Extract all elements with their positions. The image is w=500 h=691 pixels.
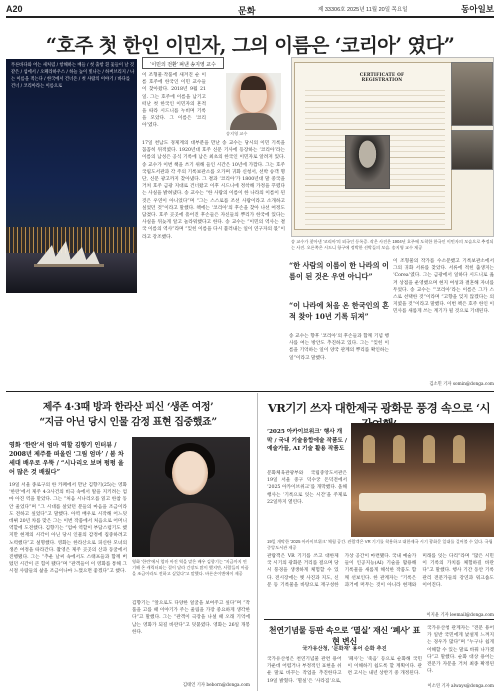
reporter-email: 김소민 기자 somin@donga.com <box>429 382 494 387</box>
actor-face <box>172 451 208 495</box>
page-number: A20 <box>6 4 23 14</box>
sydney-photo <box>6 59 137 293</box>
issue-info: 제 33306호 2025년 11월 20일 목요일 <box>318 7 408 13</box>
article2-body-col1: 19일 서울 종로구의 한 카페에서 만난 김향기(25)는 영화 ‘한란’에서 제주 4·3사건의 비극 속에서 딸을 지키려는 엄마 아진 역을 맡았다. 그는 “처음 시나리오를 읽고 한참 동안 울었다”며 “그 시대를 살았던 분들의 마음을 조금이라도 전하고 싶었다”고 말했다. 아역 배우로 시작해 어느덧 데뷔 20년 차를 맞은 그는 이번 작품에서 처음으로 어머니 역할에 도전했다. 김향기는 “엄마 역할이 부담스럽기도 했지만 현재의 시각이 아닌 당시 인물의 감정에 집중하려고 노력했다”고 설명했다. 영화는 한라산으로 피신한 모녀의 생존 여정을 따라간다. 촬영은 제주 곳곳의 산과 동굴에서 진행됐다. 그는 “추운 날씨 속에서도 스태프들과 함께 버텼던 시간이 큰 힘이 됐다”며 “관객들이 이 영화를 통해 그 시절 사람들의 삶을 조금이나마 느꼈으면 좋겠다”고 했다. <box>9 483 127 575</box>
hall-window <box>453 435 465 463</box>
article-subhead: ‘이민의 전환’ 펴낸 송지영 교수 <box>142 57 224 69</box>
article3-byline: 이지윤 기자 leemail@donga.com <box>426 613 494 618</box>
archive-week-photo <box>351 423 494 537</box>
actor-body <box>150 503 234 557</box>
section-title: 문화 <box>238 6 256 16</box>
article2-subhead: 영화 ‘한란’서 엄마 역할 김향기 인터뷰 / 2008년 제주를 떠올린 ‘그림 엄마’ / 봄 차세대 배우로 우뚝 / “시나리오 보며 펑펑 울어 많은 것 배웠다” <box>9 442 124 476</box>
document-portrait <box>345 135 390 189</box>
news-headline: 천연기념물 등판 속으로 ‘멸실’ 재신 ‘폐사’ 표현 변신 <box>268 625 421 646</box>
article3-headline: VR기기 쓰자 대한제국 광화문 풍경 속으로 ‘시 <box>267 401 491 415</box>
news-subhead: 국가유산청, ‘문화재’ 용어 순화 추진 <box>302 646 387 652</box>
article2-headline-line1: 제주 4·3때 방과 한라산 피신 ‘생존 여정’ <box>42 402 214 413</box>
article1-body-col3: 이 조형물의 작가를 수소문했고 기록보관소에서 그의 귀화 서류를 찾았다. 서류에 적힌 출생지는 ‘Corea’였다. 그는 금광에서 일하다 시드니로 옮겨 상점을 운영했으며 현지 여성과 결혼해 자녀를 두었다. 송 교수는 “‘코리아’라는 이름은 그가 스스로 선택한 것”이라며 “고향을 잊지 않겠다는 의지였을 것”이라고 말했다. 이번 책은 호주 한인 이민사를 새롭게 쓰는 계기가 될 것으로 기대된다. <box>393 259 494 315</box>
professor-portrait <box>226 73 281 130</box>
news-body: 국가유산청은 천연기념물 관련 용어 가운데 어렵거나 부정적인 표현을 쉬운 말로 바꾸는 작업을 추진한다고 19일 밝혔다. ‘멸실’은 ‘사라짐’으로, ‘폐사’는 ‘죽음’ 등으로 순화해 국민이 이해하기 쉽도록 할 계획이다. 관련 고시는 내년 상반기 중 개정된다. <box>267 657 422 684</box>
pull-quote-2: “이 나라에 처음 온 한국인의 흔적 찾아 10년 기록 뒤져” <box>289 301 389 321</box>
document-paper <box>294 62 452 230</box>
article3-body-col1: 문화체육관광부와 국립중앙도서관은 19일 서울 중구 덕수궁 돈덕전에서 ‘2025 아카이브위크’를 개막했다. 올해 행사는 ‘기록으로 잇는 시간’을 주제로 22일까지 열린다. <box>267 471 347 505</box>
article2-body-col2: 김향기는 “앞으로도 다양한 얼굴을 보여주고 싶다”며 “작품을 고를 때 이야기가 주는 울림을 가장 중요하게 생각한다”고 말했다. 그는 “관객이 극장을 나설 때 오래 기억에 남는 영화가 되길 바란다”고 덧붙였다. 영화는 26일 개봉한다. <box>132 601 250 635</box>
actor-photo <box>132 437 250 557</box>
article3-subhead: ‘2025 아카이브위크’ 행사 개막 / 국내 기술융합에술 작품도 / 예술가들, AI 기술 활용 작품도 <box>267 429 347 452</box>
newspaper-name: 동아일보 <box>461 4 494 14</box>
registration-document-photo <box>291 57 494 237</box>
article2-byline: 김태언 기자 beborn@donga.com <box>182 683 250 688</box>
article2-headline-line2: “지금 아닌 당시 인물 감정 표현 집중했죠” <box>39 416 217 428</box>
photo-poem: 푸른바다와 어는 새처럼 / 항해하는 배들 / 첫 출항 흰 돛들이 날 것 같은 / 섬에서 / 오페라하우스 / 하늘 높이 빛나는 / 하버브리지 / 나는 이름을 적는다 / 한국에서 건너온 / 첫 사람의 이야기 / 바다를 건너 / 코리아라는 이름으로 <box>11 63 135 90</box>
side-article-byline: 이소연 기자 always@donga.com <box>427 684 494 689</box>
top-rule <box>6 16 494 18</box>
article3-body-col2: 관람객은 VR 기기를 쓰고 대한제국 시기의 광화문 거리를 걸으며 당시 풍경을 생생하게 체험할 수 있다. 전시장에는 옛 사진과 지도, 신문 등 기록물을 바탕으로 재구성한 가상 공간이 마련됐다. 국내 예술가들이 인공지능(AI) 기술을 활용해 기록물을 새롭게 해석한 작품도 함께 선보인다. 한 관계자는 “기록은 과거에 머무는 것이 아니라 현재와 미래를 잇는 다리”라며 “많은 시민이 기록의 가치를 체험하길 바란다”고 말했다. 행사 기간 동안 기록 관리 전문가들의 강연과 워크숍도 이어진다. <box>267 554 494 588</box>
archival-photo-2 <box>451 130 493 170</box>
hall-window <box>363 435 375 463</box>
main-headline: “호주 첫 한인 이민자, 그의 이름은 ‘코리아’ 였다” <box>45 34 455 57</box>
actor-photo-caption: 영화 ‘한란’에서 엄마 아진 역을 맡은 배우 김향기는 “지금까지 연기해 온 캐릭터와는 결이 달라 긴장도 많이 했지만, 사람들의 아픔을 조금이라도 전하고 싶었다”고 말했다. 바른손이앤에이 제공 <box>132 559 249 576</box>
portrait-coat <box>230 113 277 130</box>
side-article-body: 국가유산청 관계자는 “전문 용어가 일반 국민에게 낯설게 느껴지는 경우가 많다”며 “누구나 쉽게 이해할 수 있는 말로 바꿔 나가겠다”고 말했다. 순화 대상 용어는 전문가 자문을 거쳐 최종 확정된다. <box>427 626 494 675</box>
document-caption: 송 교수가 찾아낸 ‘코리아’의 외국인 등록증. 작은 사진은 1904년 호주에 도착한 한국인 이민자의 모습으로 추정되는 사진. 오른쪽은 시드니 항구에 정박한 선박들의 모습. 송지영 교수 제공 <box>291 239 494 250</box>
portrait-hair <box>241 76 266 90</box>
document-title: CERTIFICATE OF REGISTRATION <box>359 73 405 83</box>
article1-body-col2: 17일 천남도 경제계의 대부분을 만난 송 교수는 당시의 이민 기록을 꼼꼼히 뒤적였다. 1920년대 호주 신문 기사에 등장하는 ‘코리아’라는 이름의 남성은 공식 기록에 남은 최초의 한국인 이민자로 알려져 있다. 송 교수가 이번 책을 쓰기 위해 들인 시간은 10년에 가깝다. 그는 호주 국립도서관과 각 주의 기록보관소를 오가며 귀화 신청서, 선박 승객 명단, 신문 광고까지 찾아냈다. 그 결과 ‘코리아’가 1800년대 말 중국을 거쳐 호주 금광 지대로 건너왔고 이후 시드니에 정착해 가정을 꾸렸다는 사실을 밝혀냈다. 송 교수는 “한 사람의 이름이 한 나라의 이름이 된 것은 우연이 아니었다”며 “그는 스스로를 조선 사람이라고 소개하고 싶었던 것”이라고 말했다. 책에는 ‘코리아’의 후손을 찾아 나선 여정도 담겼다. 호주 곳곳에 흩어진 후손들은 자신들의 뿌리가 한국에 있다는 사실을 뒤늦게 알고 놀라워했다고 한다. 송 교수는 “이민의 역사는 결국 이름의 역사”라며 “잊힌 이름을 다시 불러내는 일이 연구자의 몫”이라고 강조했다. <box>142 141 285 240</box>
opera-house-shape <box>32 237 112 267</box>
hall-table <box>359 493 486 511</box>
article1-body-col4: 송 교수는 향후 ‘코리아’의 후손들과 함께 기념 행사를 여는 방안도 추진하고 있다. 그는 “잊힌 이름을 기억하는 일이 양국 관계의 뿌리를 확인하는 일”이라고 말했다. <box>289 334 389 361</box>
article1-body-col1: 이 조형물·작품에 새겨진 순 이름 호주에 한국인 이민 교수들이 찾아왔다. 2018년 9월 21일. 그는 호주에 이름을 남기고 떠난 첫 한국인 이민자의 흔적을 따라 시드니를 누비며 기록을 모았다. 그 이름은 ‘코리아’였다. <box>142 73 206 129</box>
pull-quote-1: “한 사람의 이름이 한 나라의 이름이 된 것은 우연 아니다” <box>289 261 389 281</box>
column-divider <box>257 393 258 691</box>
hall-window <box>393 435 405 463</box>
news-rule <box>264 619 494 620</box>
archival-photo-1 <box>451 62 493 126</box>
archive-photo-caption: 19일 개막한 ‘2025 아카이브위크’ 체험 공간. 관람객은 VR 기기를 착용하고 대한제국 시기 광화문 일대를 걸어볼 수 있다. 국립중앙도서관 제공 <box>267 539 493 550</box>
hall-window <box>423 435 435 463</box>
article2-headline <box>6 401 250 430</box>
section-rule <box>6 391 494 392</box>
portrait-caption: 송지영 교수 <box>226 131 248 136</box>
